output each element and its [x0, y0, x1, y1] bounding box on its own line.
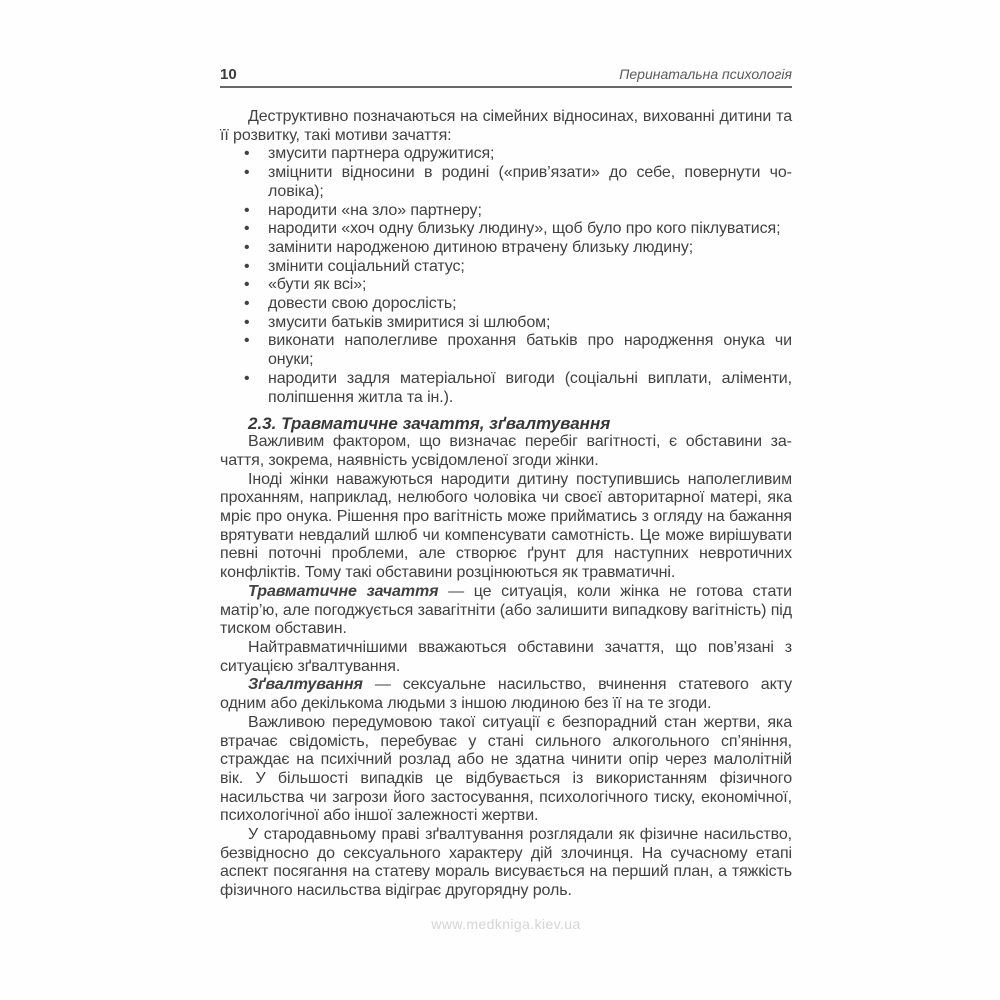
bullet-icon: • [244, 220, 250, 238]
list-item-text: виконати наполегливе прохання батьків про народження онука чи онуки; [268, 332, 792, 369]
list-item-text: народити задля матеріальної вигоди (соціальні виплати, аліменти, поліпшення житла та ін.). [268, 369, 792, 406]
section-heading: 2.3. Травматичне зачаття, зґвалтування [248, 414, 611, 434]
list-item [220, 220, 792, 239]
list-item [220, 164, 792, 201]
body-text [220, 108, 792, 901]
bullet-icon: • [244, 369, 250, 387]
bullet-icon: • [244, 313, 250, 331]
watermark: www.medkniga.kiev.ua [431, 916, 581, 932]
paragraph: Важливою передумовою такої ситуації є безпорадний стан жертви, яка втрачає свідомість, перебуває у стані сильного алкогольного сп’яніння, страждає на психічний розлад або не здатна чинити опір через малолітній вік. У більшості випадків це відбувається із використанням фізичного насильства чи загрози його застосування, психологічного тиску, економічної, психологічної або іншої залежності жертви. [220, 713, 792, 825]
definition-text: — сексуальне насильство, вчинення статевого акту одним або декількома людьми з іншою людиною без її на те згоди. [220, 676, 792, 713]
motives-list [220, 145, 792, 407]
bullet-icon: • [244, 238, 250, 256]
definition-text: — це ситуація, коли жінка не готова стати матір’ю, але погоджується завагітніти (або залишити випадкову вагітність) під тиском обставин. [220, 582, 792, 638]
intro-paragraph: Деструктивно позначаються на сімейних відносинах, вихованні дитини та її розвитку, такі мотиви зачаття: [220, 108, 792, 144]
bullet-icon: • [244, 145, 250, 163]
bullet-icon: • [244, 295, 250, 313]
list-item [220, 370, 792, 407]
running-title: Перинатальна психологія [619, 66, 792, 82]
list-item [220, 276, 792, 295]
list-item-text: народити «хоч одну близьку людину», щоб було про кого піклуватися; [268, 220, 781, 238]
list-item-text: змусити батьків змиритися зі шлюбом; [268, 313, 551, 331]
list-item [220, 202, 792, 221]
list-item [220, 258, 792, 277]
list-item-text: народити «на зло» партнеру; [268, 201, 482, 219]
list-item [220, 332, 792, 369]
paragraph: Найтравматичнішими вважаються обставини зачаття, що пов’язані з ситуацією зґвалтування. [220, 638, 792, 675]
list-item [220, 295, 792, 314]
bullet-icon: • [244, 164, 250, 182]
bullet-icon: • [244, 332, 250, 350]
bullet-icon: • [244, 257, 250, 275]
paragraph: Важливим фактором, що визначає перебіг вагітності, є обставини зачаття, зокрема, наявність усвідомленої згоди жінки. [220, 433, 792, 469]
bullet-icon: • [244, 201, 250, 219]
bullet-icon: • [244, 276, 250, 294]
paragraph: У стародавньому праві зґвалтування розглядали як фізичне насильство, безвідносно до сексуального характеру дій злочинця. На сучасному етапі аспект посягання на статеву мораль висувається на перший план, а тяжкість фізичного насильства відіграє другорядну роль. [220, 826, 792, 900]
list-item-text: змусити партнера одружитися; [268, 145, 495, 163]
list-item-text: зміцнити відносини в родині («прив’язати» до себе, повернути чоловіка); [268, 164, 792, 200]
page-header [220, 66, 792, 88]
list-item [220, 239, 792, 258]
definition-term: Зґвалтування [248, 676, 363, 694]
page-number: 10 [220, 66, 237, 83]
list-item-text: «бути як всі»; [268, 276, 367, 294]
list-item [220, 145, 792, 164]
page-content [220, 66, 792, 901]
list-item-text: замінити народженою дитиною втрачену близьку людину; [268, 238, 694, 256]
definition-paragraph [220, 676, 792, 713]
list-item-text: змінити соціальний статус; [268, 257, 465, 275]
definition-paragraph [220, 583, 792, 639]
list-item [220, 314, 792, 333]
paragraph: Іноді жінки наважуються народити дитину поступившись наполегливим проханням, наприклад, нелюбого чоловіка чи своєї авторитарної матері, яка мріє про онука. Рішення про вагітність може прийматись з огляду на бажання врятувати невдалий шлюб чи компенсувати самотність. Це може вирішувати певні поточні проблеми, але створює ґрунт для наступних невротичних конфліктів. Тому такі обставини розцінюються як травматичні. [220, 470, 792, 582]
definition-term: Травматичне зачаття [248, 582, 439, 600]
list-item-text: довести свою дорослість; [268, 295, 457, 313]
